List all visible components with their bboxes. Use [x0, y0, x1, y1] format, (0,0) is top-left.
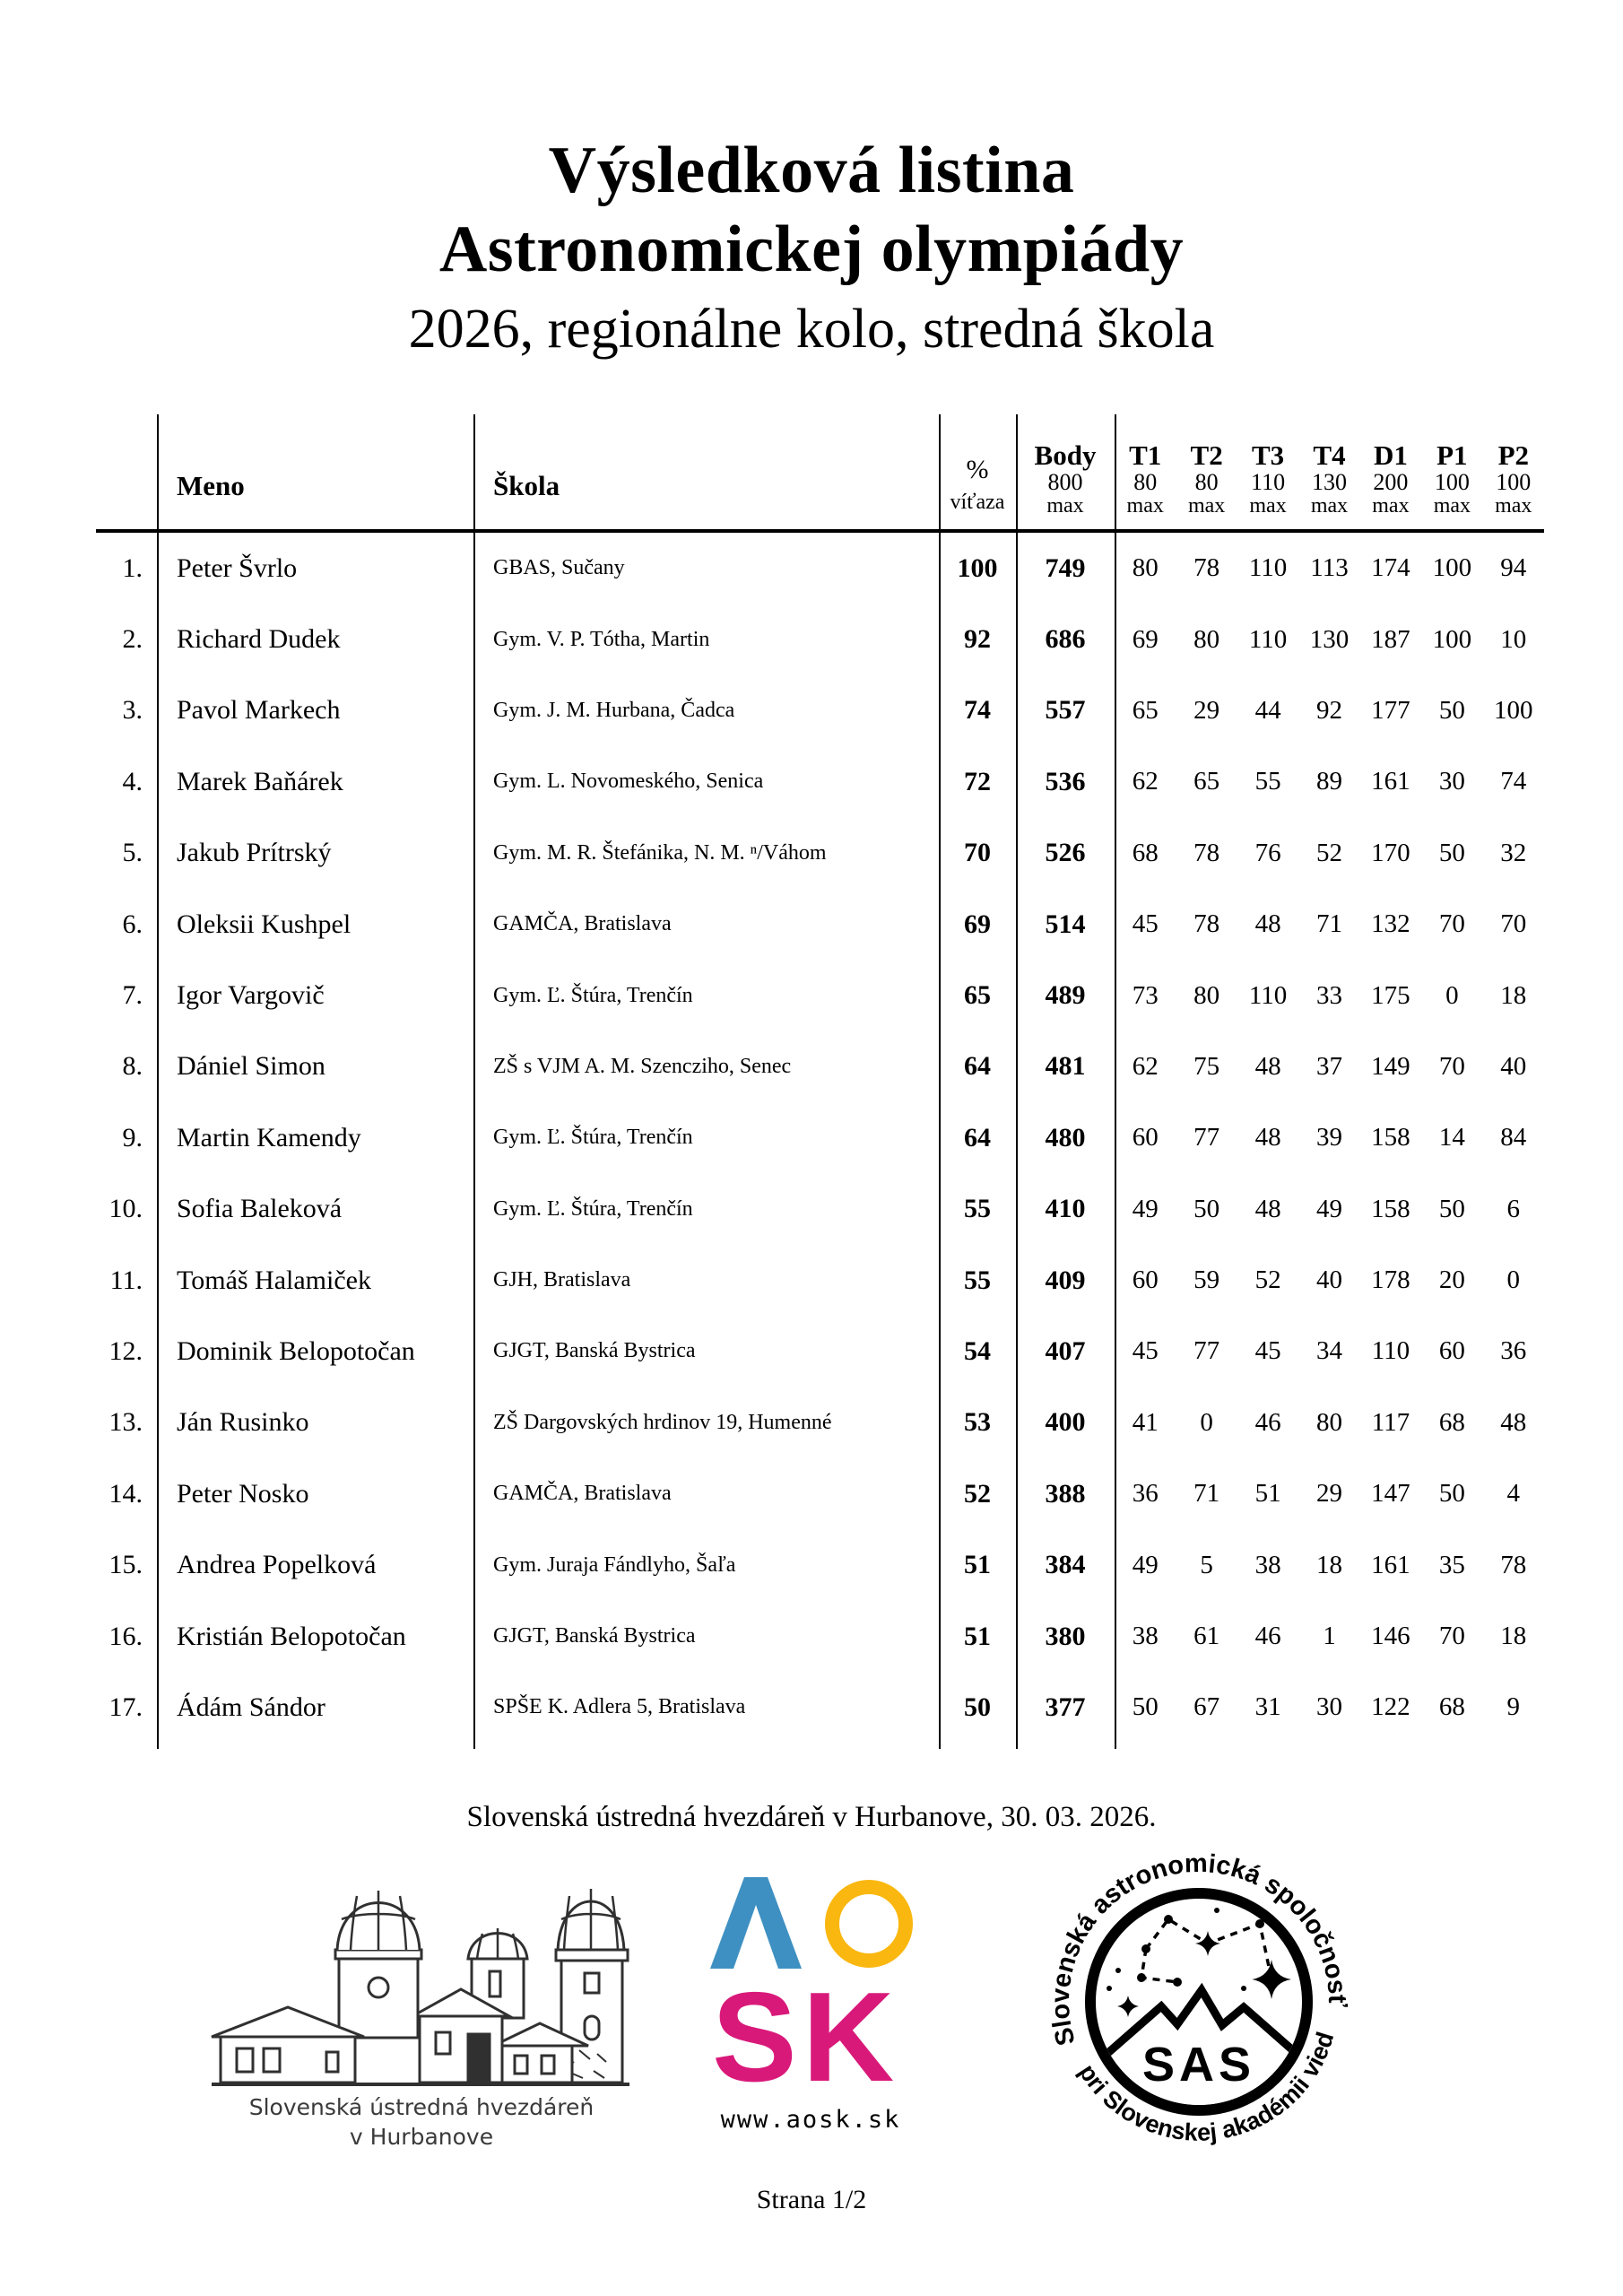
score-cell: 161: [1371, 767, 1410, 796]
score-cell: 48: [1254, 909, 1281, 939]
score-cell: 55: [1254, 767, 1281, 796]
observatory-drawing-icon: [204, 1871, 638, 2086]
percent-cell: 70: [964, 838, 991, 868]
score-cell: 70: [1500, 909, 1527, 939]
aosk-logo: [708, 1873, 924, 2146]
body-max-value: 800: [1047, 469, 1083, 496]
rank-cell: 6.: [122, 909, 143, 939]
scores-cells: [1115, 960, 1544, 1031]
scores-cells: [1115, 1031, 1544, 1102]
page-title-line1: Výsledková listina: [548, 134, 1075, 207]
score-column-max-value: 80: [1133, 469, 1158, 496]
name-cell: Peter Švrlo: [177, 552, 298, 583]
points-cell: 749: [1045, 552, 1086, 583]
score-cell: 14: [1438, 1123, 1465, 1152]
percent-cell: 69: [964, 909, 991, 939]
rank-cell: 3.: [122, 695, 143, 726]
column-header-d1: [1360, 414, 1421, 529]
table-row: [96, 818, 1544, 889]
score-cell: 122: [1371, 1692, 1410, 1722]
score-cell: 110: [1248, 624, 1288, 654]
score-cell: 71: [1193, 1479, 1220, 1509]
percent-sublabel: víťaza: [950, 491, 1005, 515]
name-cell: Martin Kamendy: [177, 1122, 361, 1152]
scores-cells: [1115, 1672, 1544, 1743]
scores-cells: [1115, 746, 1544, 817]
score-cell: 59: [1193, 1265, 1220, 1295]
name-cell: Igor Vargovič: [177, 980, 325, 1011]
score-cell: 174: [1371, 553, 1410, 583]
school-cell: GJGT, Banská Bystrica: [493, 1624, 696, 1648]
points-cell: 526: [1045, 838, 1086, 868]
table-row: [96, 1601, 1544, 1672]
score-cell: 147: [1371, 1479, 1410, 1509]
score-cell: 94: [1500, 553, 1527, 583]
name-cell: Oleksii Kushpel: [177, 909, 352, 939]
scores-cells: [1115, 604, 1544, 674]
score-cell: 70: [1438, 1622, 1465, 1651]
score-cell: 77: [1193, 1336, 1220, 1366]
score-cell: 29: [1315, 1479, 1342, 1509]
score-column-label: T1: [1129, 439, 1162, 471]
score-column-max-value: 100: [1496, 469, 1532, 496]
table-row: [96, 1245, 1544, 1316]
table-row: [96, 1031, 1544, 1102]
body-label: Body: [1034, 439, 1097, 471]
score-cell: 34: [1315, 1336, 1342, 1366]
percent-cell: 54: [964, 1335, 991, 1366]
percent-cell: 64: [964, 1122, 991, 1152]
score-column-max-label: max: [1126, 494, 1164, 518]
table-row: [96, 1174, 1544, 1245]
percent-cell: 65: [964, 980, 991, 1011]
rank-cell: 16.: [108, 1621, 143, 1651]
percent-cell: 53: [964, 1407, 991, 1438]
observatory-caption: [204, 2092, 638, 2152]
school-cell: Gym. V. P. Tótha, Martin: [493, 627, 710, 651]
score-cell: 41: [1132, 1407, 1159, 1437]
column-header-p1: [1421, 414, 1482, 529]
score-cell: 177: [1371, 695, 1410, 725]
percent-cell: 55: [964, 1265, 991, 1295]
points-cell: 400: [1045, 1407, 1086, 1438]
school-cell: ZŠ s VJM A. M. Szencziho, Senec: [493, 1054, 792, 1078]
score-column-max-label: max: [1495, 494, 1532, 518]
score-cell: 70: [1438, 909, 1465, 939]
score-cell: 175: [1371, 980, 1410, 1010]
school-cell: SPŠE K. Adlera 5, Bratislava: [493, 1695, 746, 1719]
score-cell: 50: [1438, 838, 1465, 867]
score-cell: 32: [1500, 838, 1527, 867]
name-cell: Jakub Prítrský: [177, 838, 332, 868]
table-row: [96, 533, 1544, 604]
points-cell: 686: [1045, 624, 1086, 655]
school-cell: GAMČA, Bratislava: [493, 1482, 672, 1506]
score-cell: 73: [1132, 980, 1159, 1010]
points-cell: 409: [1045, 1265, 1086, 1295]
score-cell: 149: [1371, 1051, 1410, 1081]
sas-logo-icon: [1028, 1831, 1369, 2172]
score-cell: 100: [1432, 624, 1472, 654]
score-cell: 37: [1315, 1051, 1342, 1081]
percent-cell: 64: [964, 1051, 991, 1082]
aosk-logo-icon: [708, 1873, 924, 2142]
score-cell: 49: [1132, 1194, 1159, 1223]
score-cell: 130: [1309, 624, 1350, 654]
body-max-label: max: [1046, 494, 1084, 518]
points-cell: 557: [1045, 695, 1086, 726]
school-cell: ZŠ Dargovských hrdinov 19, Humenné: [493, 1410, 832, 1434]
score-cell: 36: [1132, 1479, 1159, 1509]
score-cell: 39: [1315, 1123, 1342, 1152]
percent-cell: 52: [964, 1478, 991, 1509]
name-cell: Sofia Baleková: [177, 1194, 343, 1224]
score-cell: 170: [1371, 838, 1410, 867]
score-column-max-label: max: [1372, 494, 1410, 518]
column-header-t4: [1298, 414, 1359, 529]
score-cell: 110: [1248, 980, 1288, 1010]
score-column-max-value: 80: [1194, 469, 1219, 496]
score-cell: 6: [1506, 1194, 1521, 1223]
percent-symbol: %: [966, 454, 989, 484]
table-row: [96, 1316, 1544, 1387]
points-cell: 489: [1045, 980, 1086, 1011]
points-cell: 480: [1045, 1122, 1086, 1152]
school-cell: Gym. Ľ. Štúra, Trenčín: [493, 1196, 693, 1221]
percent-cell: 51: [964, 1550, 991, 1580]
percent-cell: 92: [964, 624, 991, 655]
score-cell: 50: [1193, 1194, 1220, 1223]
points-cell: 384: [1045, 1550, 1086, 1580]
score-cell: 78: [1500, 1550, 1527, 1579]
table-header-row: [96, 414, 1544, 529]
score-cell: 48: [1254, 1051, 1281, 1081]
score-cell: 71: [1315, 909, 1342, 939]
rank-cell: 7.: [122, 980, 143, 1011]
column-header-body: [1016, 414, 1115, 529]
score-cell: 35: [1438, 1550, 1465, 1579]
scores-cells: [1115, 1174, 1544, 1245]
score-cell: 100: [1432, 553, 1472, 583]
score-cell: 117: [1371, 1407, 1410, 1437]
footer-note: Slovenská ústredná hvezdáreň v Hurbanove, 30. 03. 2026.: [466, 1801, 1157, 1833]
score-cell: 45: [1132, 909, 1159, 939]
school-cell: GAMČA, Bratislava: [493, 912, 672, 936]
svg-text:SK: SK: [712, 1966, 900, 2109]
score-cell: 80: [1193, 624, 1220, 654]
score-cell: 4: [1506, 1479, 1521, 1509]
score-column-max-value: 130: [1311, 469, 1347, 496]
score-cell: 18: [1500, 1622, 1527, 1651]
school-cell: Gym. J. M. Hurbana, Čadca: [493, 698, 735, 722]
name-cell: Ján Rusinko: [177, 1407, 309, 1438]
score-cell: 38: [1254, 1550, 1281, 1579]
table-row: [96, 1458, 1544, 1529]
score-cell: 84: [1500, 1123, 1527, 1152]
table-row: [96, 889, 1544, 960]
table-row: [96, 1387, 1544, 1458]
school-cell: Gym. Ľ. Štúra, Trenčín: [493, 1126, 693, 1150]
score-cell: 158: [1371, 1194, 1410, 1223]
score-cell: 161: [1371, 1550, 1410, 1579]
score-cell: 50: [1438, 1194, 1465, 1223]
score-cell: 187: [1371, 624, 1410, 654]
score-column-label: P1: [1436, 439, 1468, 471]
school-cell: Gym. L. Novomeského, Senica: [493, 770, 764, 794]
school-cell: GJH, Bratislava: [493, 1268, 631, 1292]
rank-cell: 10.: [108, 1194, 143, 1224]
percent-cell: 74: [964, 695, 991, 726]
observatory-caption-line1: Slovenská ústredná hvezdáreň: [248, 2094, 595, 2120]
score-column-max-label: max: [1249, 494, 1287, 518]
rank-cell: 4.: [122, 766, 143, 796]
points-cell: 514: [1045, 909, 1086, 939]
score-cell: 0: [1445, 980, 1459, 1010]
svg-text:SAS: SAS: [1141, 2038, 1256, 2092]
score-headers: [1115, 414, 1544, 529]
score-cell: 60: [1132, 1123, 1159, 1152]
table-row: [96, 675, 1544, 746]
score-cell: 69: [1132, 624, 1159, 654]
score-cell: 65: [1132, 695, 1159, 725]
score-cell: 70: [1438, 1051, 1465, 1081]
score-cell: 46: [1254, 1622, 1281, 1651]
school-cell: Gym. M. R. Štefánika, N. M. ⁿ/Váhom: [493, 840, 827, 865]
rank-cell: 2.: [122, 624, 143, 655]
score-cell: 36: [1500, 1336, 1527, 1366]
score-cell: 80: [1315, 1407, 1342, 1437]
rank-cell: 8.: [122, 1051, 143, 1082]
score-cell: 9: [1506, 1692, 1521, 1722]
table-row: [96, 960, 1544, 1031]
results-table: [96, 414, 1544, 1749]
school-cell: GBAS, Sučany: [493, 556, 625, 580]
table-row: [96, 1102, 1544, 1173]
table-body: [96, 533, 1544, 1744]
score-cell: 61: [1193, 1622, 1220, 1651]
score-cell: 18: [1315, 1550, 1342, 1579]
table-row: [96, 1672, 1544, 1743]
score-cell: 51: [1254, 1479, 1281, 1509]
scores-cells: [1115, 1316, 1544, 1387]
score-cell: 31: [1254, 1692, 1281, 1722]
score-column-label: T4: [1313, 439, 1346, 471]
scores-cells: [1115, 889, 1544, 960]
score-cell: 20: [1438, 1265, 1465, 1295]
scores-cells: [1115, 675, 1544, 746]
column-header-meno: Meno: [177, 470, 245, 501]
column-header-t1: [1115, 414, 1176, 529]
points-cell: 481: [1045, 1051, 1086, 1082]
rank-cell: 1.: [122, 552, 143, 583]
score-cell: 18: [1500, 980, 1527, 1010]
rank-cell: 14.: [108, 1478, 143, 1509]
scores-cells: [1115, 1102, 1544, 1173]
score-cell: 113: [1310, 553, 1349, 583]
name-cell: Peter Nosko: [177, 1478, 309, 1509]
score-cell: 38: [1132, 1622, 1159, 1651]
score-cell: 29: [1193, 695, 1220, 725]
score-cell: 67: [1193, 1692, 1220, 1722]
score-cell: 92: [1315, 695, 1342, 725]
scores-cells: [1115, 1458, 1544, 1529]
score-cell: 65: [1193, 767, 1220, 796]
score-cell: 80: [1132, 553, 1159, 583]
score-cell: 89: [1315, 767, 1342, 796]
score-cell: 100: [1494, 695, 1533, 725]
svg-text:Slovenská astronomická spoločn: Slovenská astronomická spoločnosť: [1046, 1848, 1352, 2049]
column-header-percent: [939, 414, 1016, 529]
name-cell: Ádám Sándor: [177, 1692, 325, 1722]
score-cell: 0: [1200, 1407, 1213, 1437]
score-cell: 110: [1371, 1336, 1410, 1366]
score-cell: 78: [1193, 838, 1220, 867]
school-cell: GJGT, Banská Bystrica: [493, 1339, 696, 1363]
score-cell: 80: [1193, 980, 1220, 1010]
score-cell: 48: [1254, 1123, 1281, 1152]
score-cell: 48: [1254, 1194, 1281, 1223]
table-row: [96, 1529, 1544, 1600]
points-cell: 377: [1045, 1692, 1086, 1722]
score-cell: 60: [1438, 1336, 1465, 1366]
table-row: [96, 746, 1544, 817]
score-cell: 1: [1323, 1622, 1336, 1651]
observatory-logo: [204, 1871, 638, 2152]
column-header-p2: [1483, 414, 1544, 529]
score-cell: 30: [1315, 1692, 1342, 1722]
score-column-max-value: 200: [1373, 469, 1409, 496]
scores-cells: [1115, 1601, 1544, 1672]
name-cell: Dominik Belopotočan: [177, 1335, 415, 1366]
score-cell: 0: [1506, 1265, 1521, 1295]
score-cell: 52: [1315, 838, 1342, 867]
name-cell: Richard Dudek: [177, 624, 341, 655]
scores-cells: [1115, 818, 1544, 889]
name-cell: Marek Baňárek: [177, 766, 343, 796]
score-cell: 158: [1371, 1123, 1410, 1152]
score-cell: 68: [1438, 1407, 1465, 1437]
school-cell: Gym. Juraja Fándlyho, Šaľa: [493, 1552, 736, 1577]
score-cell: 78: [1193, 553, 1220, 583]
rank-cell: 5.: [122, 838, 143, 868]
score-cell: 110: [1248, 553, 1288, 583]
score-cell: 60: [1132, 1265, 1159, 1295]
score-column-max-label: max: [1187, 494, 1226, 518]
percent-cell: 100: [957, 552, 998, 583]
score-column-label: P2: [1497, 439, 1529, 471]
svg-text:www.aosk.sk: www.aosk.sk: [720, 2106, 901, 2134]
observatory-caption-line2: v Hurbanove: [349, 2124, 494, 2150]
percent-cell: 50: [964, 1692, 991, 1722]
page-subtitle: 2026, regionálne kolo, stredná škola: [408, 299, 1215, 360]
score-cell: 45: [1132, 1336, 1159, 1366]
points-cell: 407: [1045, 1335, 1086, 1366]
scores-cells: [1115, 1529, 1544, 1600]
page-title-line2: Astronomickej olympiády: [438, 213, 1185, 286]
score-cell: 49: [1315, 1194, 1342, 1223]
score-column-label: T3: [1251, 439, 1285, 471]
score-cell: 132: [1371, 909, 1410, 939]
score-cell: 33: [1315, 980, 1342, 1010]
score-cell: 76: [1254, 838, 1281, 867]
table-row: [96, 604, 1544, 674]
column-header-t2: [1176, 414, 1237, 529]
score-cell: 49: [1132, 1550, 1159, 1579]
points-cell: 388: [1045, 1478, 1086, 1509]
svg-text:pri Slovenskej akadémii vied: pri Slovenskej akadémii vied: [1073, 2029, 1340, 2146]
score-column-max-value: 100: [1434, 469, 1470, 496]
score-cell: 178: [1371, 1265, 1410, 1295]
score-column-label: T2: [1190, 439, 1223, 471]
scores-cells: [1115, 1245, 1544, 1316]
score-cell: 75: [1193, 1051, 1220, 1081]
rank-cell: 12.: [108, 1335, 143, 1366]
score-cell: 68: [1132, 838, 1159, 867]
name-cell: Tomáš Halamiček: [177, 1265, 371, 1295]
score-cell: 40: [1315, 1265, 1342, 1295]
score-cell: 10: [1500, 624, 1527, 654]
sas-logo: [1028, 1831, 1369, 2177]
score-cell: 50: [1438, 695, 1465, 725]
percent-cell: 55: [964, 1194, 991, 1224]
score-cell: 30: [1438, 767, 1465, 796]
rank-cell: 9.: [122, 1122, 143, 1152]
score-cell: 62: [1132, 767, 1159, 796]
score-cell: 62: [1132, 1051, 1159, 1081]
rank-cell: 13.: [108, 1407, 143, 1438]
score-cell: 45: [1254, 1336, 1281, 1366]
score-cell: 40: [1500, 1051, 1527, 1081]
score-cell: 68: [1438, 1692, 1465, 1722]
score-cell: 5: [1200, 1550, 1213, 1579]
name-cell: Andrea Popelková: [177, 1550, 377, 1580]
rank-cell: 15.: [108, 1550, 143, 1580]
scores-cells: [1115, 1387, 1544, 1458]
score-column-max-value: 110: [1251, 469, 1286, 496]
score-column-max-label: max: [1433, 494, 1471, 518]
score-cell: 50: [1438, 1479, 1465, 1509]
score-cell: 50: [1132, 1692, 1159, 1722]
points-cell: 380: [1045, 1621, 1086, 1651]
score-cell: 78: [1193, 909, 1220, 939]
rank-cell: 17.: [108, 1692, 143, 1722]
score-column-label: D1: [1373, 439, 1408, 471]
score-cell: 146: [1371, 1622, 1410, 1651]
column-header-t3: [1237, 414, 1298, 529]
rank-cell: 11.: [109, 1265, 143, 1295]
name-cell: Kristián Belopotočan: [177, 1621, 406, 1651]
score-column-max-label: max: [1310, 494, 1349, 518]
name-cell: Dániel Simon: [177, 1051, 325, 1082]
score-cell: 52: [1254, 1265, 1281, 1295]
page-number: Strana 1/2: [756, 2185, 867, 2214]
score-cell: 46: [1254, 1407, 1281, 1437]
percent-cell: 72: [964, 766, 991, 796]
column-header-skola: Škola: [493, 470, 560, 501]
score-cell: 48: [1500, 1407, 1527, 1437]
points-cell: 536: [1045, 766, 1086, 796]
score-cell: 44: [1254, 695, 1281, 725]
score-cell: 77: [1193, 1123, 1220, 1152]
scores-cells: [1115, 533, 1544, 604]
score-cell: 74: [1500, 767, 1527, 796]
points-cell: 410: [1045, 1194, 1086, 1224]
name-cell: Pavol Markech: [177, 695, 341, 726]
percent-cell: 51: [964, 1621, 991, 1651]
school-cell: Gym. Ľ. Štúra, Trenčín: [493, 983, 693, 1007]
